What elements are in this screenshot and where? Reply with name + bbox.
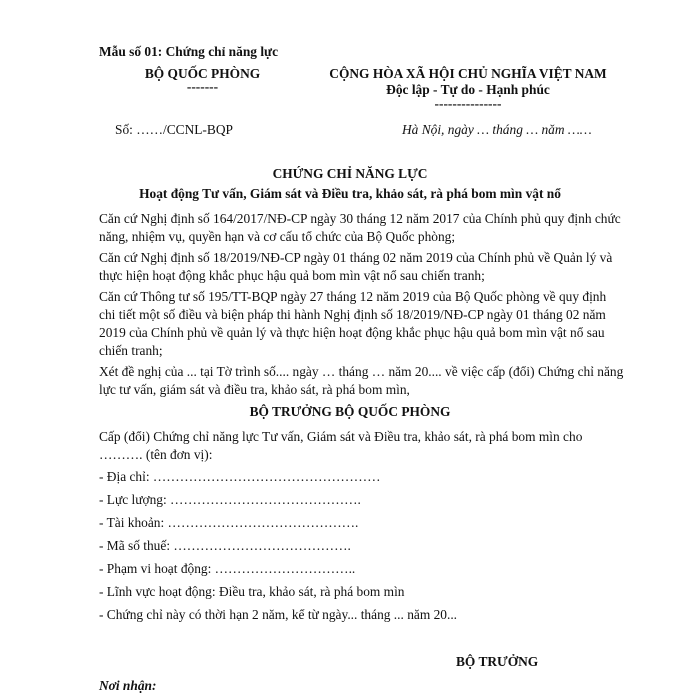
authority-heading: BỘ TRƯỞNG BỘ QUỐC PHÒNG — [249, 404, 451, 419]
field-area: - Lĩnh vực hoạt động: Điều tra, khảo sát, rà phá bom mìn — [99, 584, 405, 599]
motto: Độc lập - Tự do - Hạnh phúc — [386, 82, 550, 97]
agency-name: BỘ QUỐC PHÒNG — [144, 66, 261, 81]
field-force: - Lực lượng: ……………………………………. — [99, 492, 361, 507]
field-scope: - Phạm vi hoạt động: ………………………….. — [99, 561, 356, 576]
field-validity: - Chứng chỉ này có thời hạn 2 năm, kể từ ngày... tháng ... năm 20... — [99, 607, 458, 622]
field-address: - Địa chỉ: …………………………………………… — [99, 469, 381, 484]
legal-basis-2: Căn cứ Nghị định số 18/2019/NĐ-CP ngày 01 tháng 02 năm 2019 của Chính phủ về Quản lý và thực hiện hoạt động khắc phục hậu quả bom mìn vật nổ sau chiến tranh; — [99, 250, 613, 283]
agency-rule: ------- — [186, 79, 219, 94]
recipients-label: Nơi nhận: — [99, 678, 157, 693]
document-title: CHỨNG CHỈ NĂNG LỰC — [272, 166, 428, 181]
motto-rule: --------------- — [434, 96, 502, 111]
form-label: Mẫu số 01: Chứng chỉ năng lực — [99, 44, 279, 59]
field-account: - Tài khoản: ……………………………………. — [99, 515, 359, 530]
legal-basis-3: Căn cứ Thông tư số 195/TT-BQP ngày 27 tháng 12 năm 2019 của Bộ Quốc phòng về quy định chi tiết một số điều và biện pháp thi hành Nghị định số 18/2019/NĐ-CP ngày 01 tháng 02 năm 2019 của Chính phủ về quản lý và thực hiện hoạt động khắc phục hậu quả bom mìn vật nổ sau chiến tranh; — [99, 289, 607, 358]
document-subtitle: Hoạt động Tư vấn, Giám sát và Điều tra, khảo sát, rà phá bom mìn vật nổ — [139, 186, 561, 201]
proposal-clause: Xét đề nghị của ... tại Tờ trình số.... ngày … tháng … năm 20.... về việc cấp (đổi) Chứng chỉ năng lực tư vấn, giám sát và điều tra, khảo sát, rà phá bom mìn, — [99, 364, 624, 397]
signer-title: BỘ TRƯỞNG — [456, 654, 539, 669]
grant-statement: Cấp (đổi) Chứng chỉ năng lực Tư vấn, Giám sát và Điều tra, khảo sát, rà phá bom mìn cho ………. (tên đơn vị): — [99, 429, 583, 462]
field-tax-code: - Mã số thuế: …………………………………. — [99, 538, 351, 553]
place-and-date: Hà Nội, ngày … tháng … năm …… — [402, 122, 592, 137]
document-number: Số: ……/CCNL-BQP — [115, 122, 233, 137]
legal-basis-1: Căn cứ Nghị định số 164/2017/NĐ-CP ngày 30 tháng 12 năm 2017 của Chính phủ quy định chức năng, nhiệm vụ, quyền hạn và cơ cấu tổ chức của Bộ Quốc phòng; — [99, 211, 621, 244]
country-name: CỘNG HÒA XÃ HỘI CHỦ NGHĨA VIỆT NAM — [329, 66, 607, 81]
